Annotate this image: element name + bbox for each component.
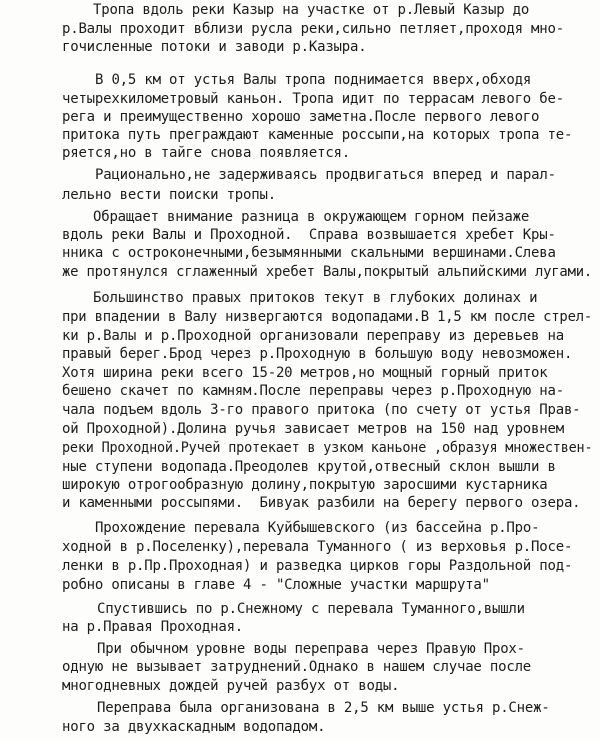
text-line: нника с остроконечными,безымянными скальными вершинами.Слева xyxy=(62,245,556,261)
text-line: ходной в р.Поселенку),перевала Туманного ( из верховья р.Посе- xyxy=(62,539,573,555)
text-line: на р.Правая Проходная. xyxy=(62,619,244,635)
text-line: Обращает внимание разница в окружающем горном пейзаже xyxy=(93,209,530,225)
text-line: чала подъем вдоль 3-го правого притока (по счету от устья Прав- xyxy=(62,402,581,418)
text-line: ного за двухкаскадным водопадом. xyxy=(62,719,326,735)
text-line: В 0,5 км от устья Валы тропа поднимается вверх,обходя xyxy=(95,72,532,88)
text-line: бешено скачет по камням.После переправы через р.Проходную на- xyxy=(62,383,564,399)
text-line: вдоль реки Валы и Проходной. Справа возвышается хребет Кры- xyxy=(62,227,556,243)
text-line: гочисленные потоки и заводи р.Казыра. xyxy=(62,39,367,55)
text-line: Рационально,не задерживаясь продвигаться вперед и парал- xyxy=(95,167,556,183)
text-line: Большинство правых притоков текут в глубоких долинах и xyxy=(93,290,538,306)
text-line: рега и преимущественно хорошо заметна.После первого левого xyxy=(62,109,540,125)
text-line: многодневных дождей ручей разбух от воды. xyxy=(62,678,400,694)
text-line: реки Проходной.Ручей протекает в узком каньоне ,образуя множествен- xyxy=(62,440,593,456)
text-line: ки р.Валы и р.Проходной организовали переправу из деревьев на xyxy=(62,328,564,344)
text-line: Прохождение перевала Куйбышевского (из бассейна р.Про- xyxy=(95,520,540,536)
text-line: Тропа вдоль реки Казыр на участке от р.Левый Казыр до xyxy=(93,2,530,18)
text-line: широкую отрогообразную долину,покрытую заросшими кустарника xyxy=(62,477,548,493)
text-line: четырехкилометровый каньон. Тропа идит по террасам левого бе- xyxy=(62,91,564,107)
text-line: ой Проходной).Долина ручья зависает метров на 150 над уровнем xyxy=(62,421,564,437)
text-line: робно описаны в главе 4 - "Сложные участки маршрута" xyxy=(62,577,490,593)
text-line: лельно вести поиски тропы. xyxy=(62,187,276,203)
text-line: ряется,но в тайге снова появляется. xyxy=(62,145,351,161)
text-line: одную не вызывает затруднений.Однако в нашем случае после xyxy=(62,659,532,675)
text-line: ные ступени водопада.Преодолев крутой,отвесный склон вышли в xyxy=(62,459,556,475)
text-line: же протянулся сглаженный хребет Валы,покрытый альпийскими лугами. xyxy=(62,264,593,280)
text-line: р.Валы проходит вблизи русла реки,сильно петляет,проходя мно- xyxy=(62,21,564,37)
text-line: Спустившись по р.Снежному с перевала Туманного,вышли xyxy=(97,601,525,617)
text-line: При обычном уровне воды переправа через Правую Прох- xyxy=(97,641,525,657)
text-line: при впадении в Валу низвергаются водопадами.В 1,5 км после стрел- xyxy=(62,309,593,325)
text-line: притока путь преграждают каменные россыпи,на которых тропа те- xyxy=(62,127,573,143)
text-line: Хотя ширина реки всего 15-20 метров,но мощный горный приток xyxy=(62,365,548,381)
text-line: правый берег.Брод через р.Проходную в большую воду невозможен. xyxy=(62,346,573,362)
text-line: Переправа была организована в 2,5 км выше устья р.Снеж- xyxy=(97,700,550,716)
text-line: и каменными россыпями. Бивуак разбили на берегу первого озера. xyxy=(62,495,581,511)
text-line: ленки в р.Пр.Проходная) и разведка цирков горы Раздольной под- xyxy=(62,558,573,574)
